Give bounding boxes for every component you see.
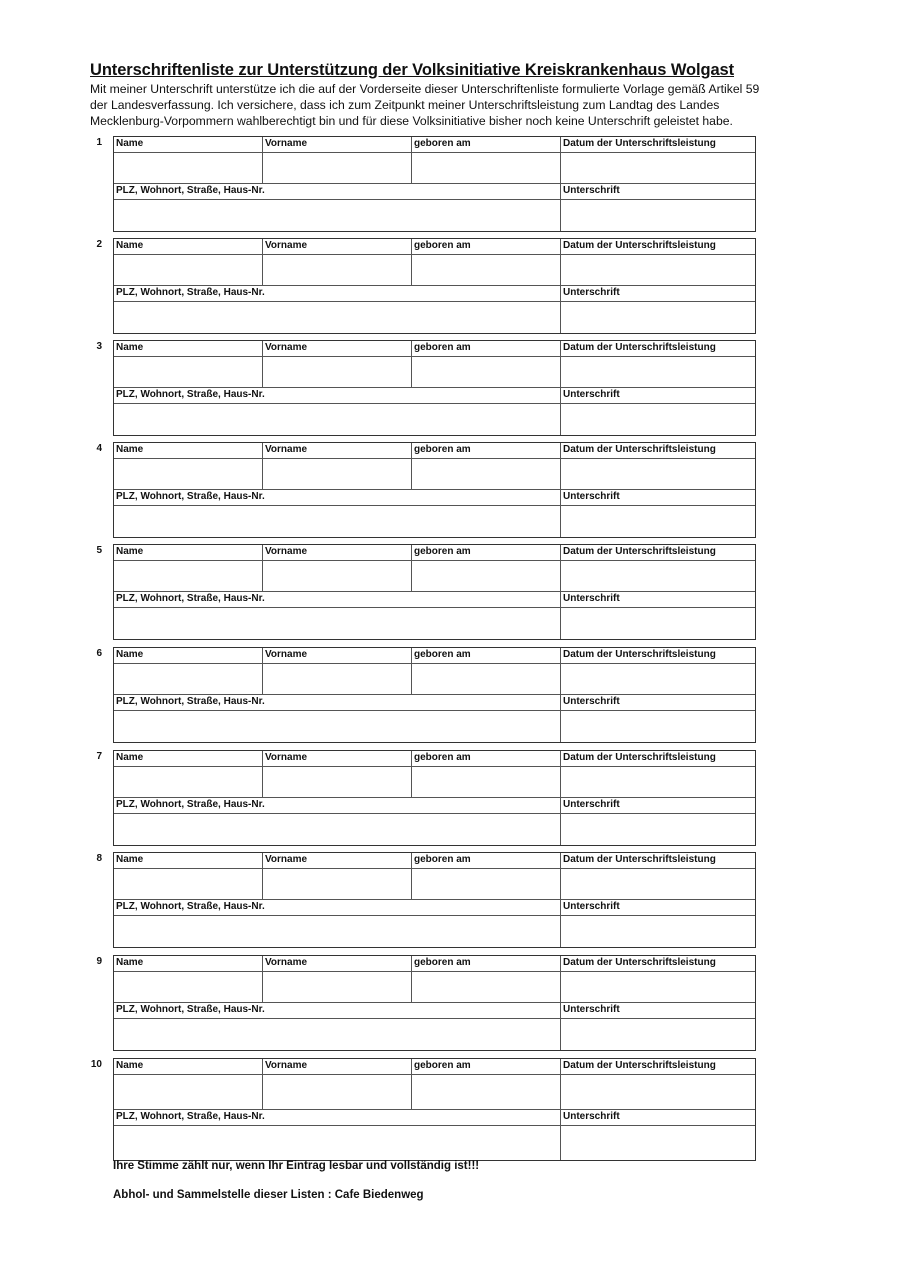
adresse-field[interactable] xyxy=(114,916,561,947)
geboren-label: geboren am xyxy=(412,137,561,153)
geboren-field[interactable] xyxy=(412,153,561,184)
signature-entry xyxy=(96,852,756,948)
unterschrift-field[interactable] xyxy=(561,200,755,231)
adresse-label: PLZ, Wohnort, Straße, Haus-Nr. xyxy=(114,286,561,302)
adresse-field[interactable] xyxy=(114,302,561,333)
unterschrift-field[interactable] xyxy=(561,404,755,435)
name-field[interactable] xyxy=(114,1075,263,1110)
geboren-label: geboren am xyxy=(412,341,561,357)
geboren-label: geboren am xyxy=(412,1059,561,1075)
datum-label: Datum der Unterschriftsleistung xyxy=(561,853,755,869)
unterschrift-label: Unterschrift xyxy=(561,490,755,506)
name-label: Name xyxy=(114,956,263,972)
unterschrift-label: Unterschrift xyxy=(561,1003,755,1019)
vorname-field[interactable] xyxy=(263,1075,412,1110)
vorname-field[interactable] xyxy=(263,664,412,695)
geboren-field[interactable] xyxy=(412,664,561,695)
name-label: Name xyxy=(114,1059,263,1075)
name-label: Name xyxy=(114,853,263,869)
adresse-field[interactable] xyxy=(114,814,561,845)
vorname-field[interactable] xyxy=(263,459,412,490)
signature-entry xyxy=(96,647,756,743)
adresse-field[interactable] xyxy=(114,1019,561,1050)
vorname-field[interactable] xyxy=(263,561,412,592)
vorname-label: Vorname xyxy=(263,648,412,664)
datum-field[interactable] xyxy=(561,459,755,490)
datum-field[interactable] xyxy=(561,869,755,900)
name-label: Name xyxy=(114,341,263,357)
datum-field[interactable] xyxy=(561,972,755,1003)
unterschrift-label: Unterschrift xyxy=(561,592,755,608)
entry-number: 9 xyxy=(96,956,102,967)
unterschrift-field[interactable] xyxy=(561,916,755,947)
adresse-label: PLZ, Wohnort, Straße, Haus-Nr. xyxy=(114,1003,561,1019)
datum-field[interactable] xyxy=(561,255,755,286)
adresse-field[interactable] xyxy=(114,404,561,435)
unterschrift-field[interactable] xyxy=(561,1019,755,1050)
geboren-field[interactable] xyxy=(412,767,561,798)
entry-number: 7 xyxy=(96,751,102,762)
unterschrift-label: Unterschrift xyxy=(561,1110,755,1126)
vorname-label: Vorname xyxy=(263,751,412,767)
datum-label: Datum der Unterschriftsleistung xyxy=(561,239,755,255)
geboren-label: geboren am xyxy=(412,956,561,972)
intro-text: Mit meiner Unterschrift unterstütze ich die auf der Vorderseite dieser Unterschriftenliste formulierte Vorlage gemäß Artikel 59 der Landesverfassung. Ich versichere, dass ich zum Zeitpunkt meiner Unterschriftsleistung zum Landtag des Landes Mecklenburg-Vorpommern wahlberechtigt bin und für diese Volksinitiative bisher noch keine Unterschrift geleistet habe. xyxy=(90,82,760,128)
adresse-label: PLZ, Wohnort, Straße, Haus-Nr. xyxy=(114,388,561,404)
adresse-field[interactable] xyxy=(114,711,561,742)
unterschrift-field[interactable] xyxy=(561,302,755,333)
entry-number: 2 xyxy=(96,239,102,250)
adresse-label: PLZ, Wohnort, Straße, Haus-Nr. xyxy=(114,900,561,916)
vorname-label: Vorname xyxy=(263,956,412,972)
vorname-label: Vorname xyxy=(263,137,412,153)
adresse-label: PLZ, Wohnort, Straße, Haus-Nr. xyxy=(114,695,561,711)
name-field[interactable] xyxy=(114,459,263,490)
adresse-label: PLZ, Wohnort, Straße, Haus-Nr. xyxy=(114,798,561,814)
datum-label: Datum der Unterschriftsleistung xyxy=(561,443,755,459)
datum-label: Datum der Unterschriftsleistung xyxy=(561,341,755,357)
geboren-field[interactable] xyxy=(412,869,561,900)
vorname-label: Vorname xyxy=(263,853,412,869)
datum-field[interactable] xyxy=(561,561,755,592)
signature-entry xyxy=(96,136,756,232)
datum-field[interactable] xyxy=(561,767,755,798)
geboren-label: geboren am xyxy=(412,545,561,561)
name-field[interactable] xyxy=(114,869,263,900)
signature-entry xyxy=(96,442,756,538)
adresse-label: PLZ, Wohnort, Straße, Haus-Nr. xyxy=(114,592,561,608)
geboren-field[interactable] xyxy=(412,561,561,592)
name-field[interactable] xyxy=(114,972,263,1003)
signature-entry xyxy=(90,1058,756,1161)
adresse-label: PLZ, Wohnort, Straße, Haus-Nr. xyxy=(114,184,561,200)
unterschrift-label: Unterschrift xyxy=(561,184,755,200)
name-label: Name xyxy=(114,648,263,664)
unterschrift-label: Unterschrift xyxy=(561,695,755,711)
name-label: Name xyxy=(114,137,263,153)
unterschrift-label: Unterschrift xyxy=(561,798,755,814)
signature-entry xyxy=(96,238,756,334)
vorname-field[interactable] xyxy=(263,869,412,900)
unterschrift-field[interactable] xyxy=(561,814,755,845)
adresse-field[interactable] xyxy=(114,1126,561,1161)
geboren-field[interactable] xyxy=(412,972,561,1003)
geboren-label: geboren am xyxy=(412,751,561,767)
entry-number: 6 xyxy=(96,648,102,659)
adresse-field[interactable] xyxy=(114,608,561,639)
name-field[interactable] xyxy=(114,664,263,695)
name-label: Name xyxy=(114,545,263,561)
signature-entry xyxy=(96,544,756,640)
adresse-field[interactable] xyxy=(114,506,561,537)
entry-number: 8 xyxy=(96,853,102,864)
signature-entry xyxy=(96,750,756,846)
entry-number: 10 xyxy=(90,1059,102,1070)
name-field[interactable] xyxy=(114,357,263,388)
datum-field[interactable] xyxy=(561,1075,755,1110)
vorname-label: Vorname xyxy=(263,545,412,561)
vorname-field[interactable] xyxy=(263,972,412,1003)
vorname-label: Vorname xyxy=(263,443,412,459)
geboren-label: geboren am xyxy=(412,239,561,255)
geboren-field[interactable] xyxy=(412,1075,561,1110)
adresse-label: PLZ, Wohnort, Straße, Haus-Nr. xyxy=(114,490,561,506)
geboren-label: geboren am xyxy=(412,853,561,869)
vorname-field[interactable] xyxy=(263,767,412,798)
entry-number: 5 xyxy=(96,545,102,556)
unterschrift-label: Unterschrift xyxy=(561,388,755,404)
datum-label: Datum der Unterschriftsleistung xyxy=(561,956,755,972)
signature-entry xyxy=(96,955,756,1051)
datum-field[interactable] xyxy=(561,153,755,184)
geboren-field[interactable] xyxy=(412,459,561,490)
datum-label: Datum der Unterschriftsleistung xyxy=(561,1059,755,1075)
adresse-label: PLZ, Wohnort, Straße, Haus-Nr. xyxy=(114,1110,561,1126)
geboren-label: geboren am xyxy=(412,648,561,664)
vorname-label: Vorname xyxy=(263,1059,412,1075)
adresse-field[interactable] xyxy=(114,200,561,231)
datum-field[interactable] xyxy=(561,664,755,695)
name-field[interactable] xyxy=(114,767,263,798)
unterschrift-field[interactable] xyxy=(561,608,755,639)
signature-entry xyxy=(96,340,756,436)
validity-note: Ihre Stimme zählt nur, wenn Ihr Eintrag lesbar und vollständig ist!!! xyxy=(113,1160,480,1172)
name-label: Name xyxy=(114,751,263,767)
name-field[interactable] xyxy=(114,561,263,592)
datum-field[interactable] xyxy=(561,357,755,388)
datum-label: Datum der Unterschriftsleistung xyxy=(561,137,755,153)
name-label: Name xyxy=(114,239,263,255)
entry-number: 4 xyxy=(96,443,102,454)
name-field[interactable] xyxy=(114,153,263,184)
name-label: Name xyxy=(114,443,263,459)
name-field[interactable] xyxy=(114,255,263,286)
entry-number: 1 xyxy=(96,137,102,148)
unterschrift-field[interactable] xyxy=(561,711,755,742)
entry-number: 3 xyxy=(96,341,102,352)
unterschrift-field[interactable] xyxy=(561,1126,755,1161)
unterschrift-label: Unterschrift xyxy=(561,900,755,916)
pickup-location: Abhol- und Sammelstelle dieser Listen : Cafe Biedenweg xyxy=(113,1189,424,1201)
vorname-label: Vorname xyxy=(263,341,412,357)
vorname-label: Vorname xyxy=(263,239,412,255)
document-title: Unterschriftenliste zur Unterstützung der Volksinitiative Kreiskrankenhaus Wolgast xyxy=(90,61,735,79)
geboren-label: geboren am xyxy=(412,443,561,459)
vorname-field[interactable] xyxy=(263,357,412,388)
unterschrift-label: Unterschrift xyxy=(561,286,755,302)
geboren-field[interactable] xyxy=(412,357,561,388)
datum-label: Datum der Unterschriftsleistung xyxy=(561,545,755,561)
unterschrift-field[interactable] xyxy=(561,506,755,537)
datum-label: Datum der Unterschriftsleistung xyxy=(561,751,755,767)
geboren-field[interactable] xyxy=(412,255,561,286)
vorname-field[interactable] xyxy=(263,255,412,286)
datum-label: Datum der Unterschriftsleistung xyxy=(561,648,755,664)
vorname-field[interactable] xyxy=(263,153,412,184)
